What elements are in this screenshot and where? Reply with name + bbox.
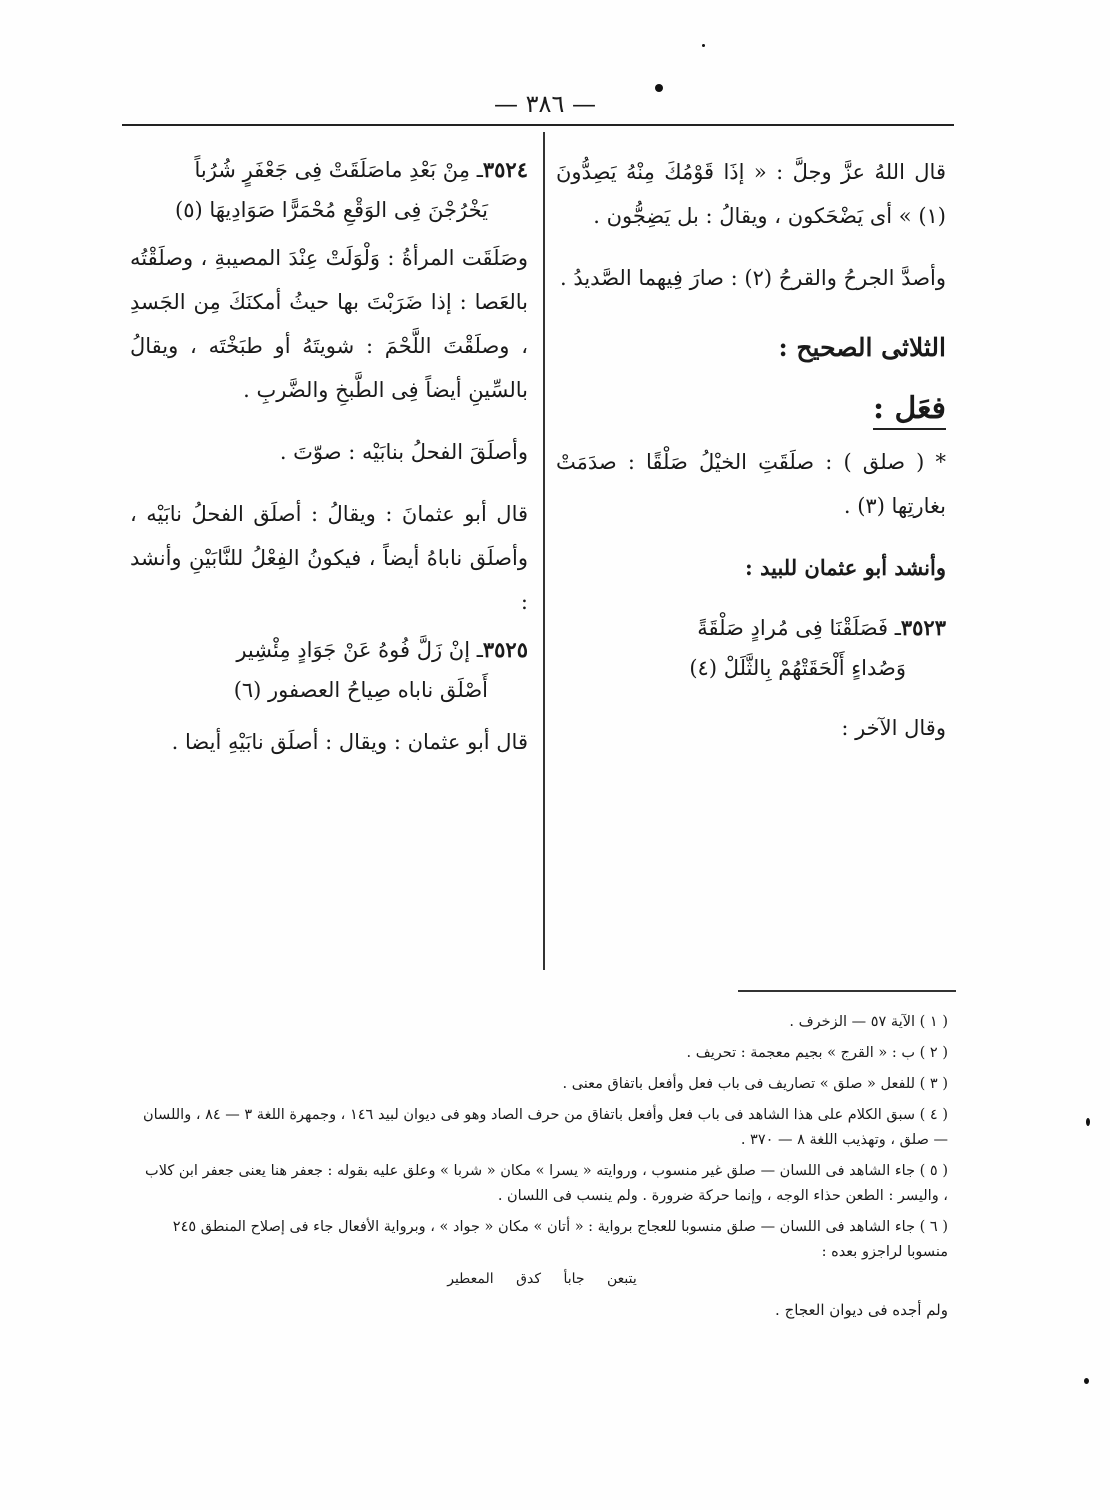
- paragraph: قال أبو عثمانَ : ويقالُ : أصلَق الفحلُ نابَيْه ، وأصلَق ناباهُ أيضاً ، فيكونُ الفِعْلُ للنَّابَيْنِ وأنشد :: [130, 502, 528, 614]
- right-column: [556, 150, 946, 750]
- ink-speck: [702, 44, 705, 47]
- verse-hemistich: ـ إنْ زَلَّ فُوهُ عَنْ جَوَادٍ مِئْشِير: [236, 638, 483, 662]
- verse-number: ٣٥٢٣: [900, 615, 946, 640]
- footnote-verse: يتبعن جابأ كدق المعطير: [447, 1271, 637, 1287]
- verse-line: [130, 150, 528, 190]
- footnote: ( ١ ) الآية ٥٧ — الزخرف .: [789, 1014, 948, 1030]
- ink-speck: [1084, 1378, 1089, 1384]
- paragraph: وأصلَقَ الفحلُ بنابَيْه : صوّتَ .: [279, 440, 528, 464]
- verse-line: أَصْلَق ناباه صِياحُ العصفور (٦): [233, 678, 488, 702]
- footnotes: [136, 1010, 948, 1323]
- verse-number: ٣٥٢٤: [482, 157, 528, 182]
- ink-speck: [1086, 1118, 1090, 1126]
- paragraph: وأصدَّ الجرحُ والقرحُ (٢) : صارَ فِيهما الصَّديدُ .: [559, 266, 946, 290]
- header-rule: [122, 124, 954, 126]
- verse-line: [130, 630, 528, 670]
- paragraph: قال أبو عثمان : ويقال : أصلَق نابَيْهِ أيضا .: [171, 730, 528, 754]
- footnote-rule: [738, 990, 956, 992]
- page-number: — ٣٨٦ —: [494, 90, 596, 118]
- footnote: ( ٦ ) جاء الشاهد فى اللسان — صلق منسوبا للعجاج برواية : « أتان » مكان « جواد » ، وبرواية الأفعال جاء فى إصلاح المنطق ٢٤٥ منسوبا لراجزو بعده :: [172, 1219, 948, 1260]
- verse-line: يَخْرُجْنَ فِى الوَقْعِ مُحْمَرًّا صَوَادِيهَا (٥): [174, 198, 488, 222]
- column-divider: [543, 132, 545, 970]
- footnote: ( ٤ ) سبق الكلام على هذا الشاهد فى باب فعل وأفعل باتفاق من حرف الصاد وهو فى ديوان لبيد ١٤٦ ، وجمهرة اللغة ٣ — ٨٤ ، واللسان — صلق ، وتهذيب اللغة ٨ — ٣٧٠ .: [142, 1107, 948, 1148]
- verse-hemistich: ـ فَصَلَقْنَا فِى مُرادٍ صَلْقَةً: [697, 616, 901, 640]
- footnote: ( ٢ ) ب : « القرج » بجيم معجمة : تحريف .: [686, 1045, 948, 1061]
- verse-number: ٣٥٢٥: [482, 637, 528, 662]
- footnote: ( ٥ ) جاء الشاهد فى اللسان — صلق غير منسوب ، وروايته « يسرا » مكان « شربا » وعلق عليه بقوله : جعفر هنا يعنى جعفر ابن كلاب ، واليسر : الطعن حذاء الوجه ، وإنما حركة ضرورة . ولم ينسب فى اللسان .: [145, 1163, 948, 1204]
- verse-line: وَصُداءٍ أَلْحَقَتْهُمْ بِالثَّلَلْ (٤): [689, 656, 906, 680]
- subsection-heading: فعَل :: [556, 378, 946, 440]
- left-column: [130, 150, 528, 764]
- paragraph: وأنشد أبو عثمان للبيد :: [745, 555, 946, 580]
- ink-speck: [655, 84, 663, 92]
- verse-line: [556, 608, 946, 648]
- paragraph: وقال الآخر :: [841, 716, 946, 740]
- footnote-closing: ولم أجده فى ديوان العجاج .: [775, 1301, 948, 1319]
- verse-hemistich: ـ مِنْ بَعْدِ ماصَلَقَتْ فِى جَعْفَرٍ شُرُباً: [194, 158, 483, 182]
- paragraph: وصَلَقَت المرأةُ : وَلْوَلَتْ عِنْدَ المصيبةِ ، وصلَقْتُه بالعَصا : إذا ضَرَبْتَ بها حيثُ أمكنَكَ مِن الجَسدِ ، وصلَقْتَ اللَّحْمَ : شويتَهُ أو طبَخْتَه ، ويقالُ بالسِّينِ أيضاً فِى الطَّبخِ والضَّربِ .: [130, 246, 528, 402]
- footnote: ( ٣ ) للفعل « صلق » تصاريف فى باب فعل وأفعل باتفاق معنى .: [562, 1076, 948, 1092]
- section-heading: الثلاثى الصحيح :: [778, 333, 946, 362]
- paragraph: قال اللهُ عزَّ وجلَّ : « إذَا قَوْمُكَ مِنْهُ يَصِدُّونَ (١) » أى يَضْحَكون ، ويقالُ : بل يَضِجُّون .: [556, 160, 946, 228]
- entry-paragraph: * ( صلق ) : صلَقَتِ الخيْلُ صَلْقًا : صدَمَتْ بغارتِها (٣) .: [556, 450, 946, 518]
